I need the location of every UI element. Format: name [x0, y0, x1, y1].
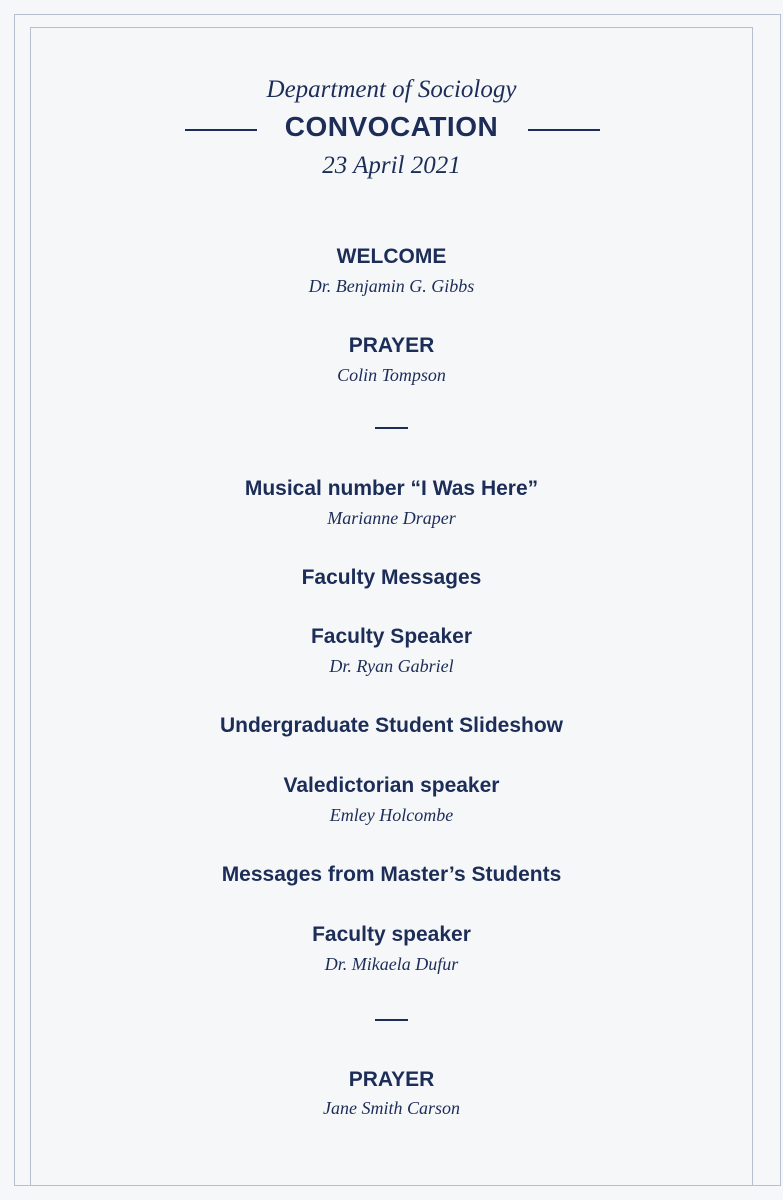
program-item-title: Undergraduate Student Slideshow: [219, 714, 564, 737]
program-item-name: Colin Tompson: [337, 365, 446, 385]
event-date: 23 April 2021: [322, 152, 461, 179]
department-name: Department of Sociology: [266, 76, 517, 103]
program-item-title: Faculty Speaker: [310, 625, 473, 648]
program-item-name: Dr. Ryan Gabriel: [329, 656, 454, 676]
title-rule-right: [528, 129, 600, 131]
page-title: CONVOCATION: [284, 111, 499, 142]
program-item-name: Dr. Mikaela Dufur: [324, 954, 459, 974]
program-item-title: PRAYER: [348, 334, 435, 357]
inner-border: [30, 27, 753, 1186]
program-item-title: Musical number “I Was Here”: [244, 477, 539, 500]
program-item-title: Valedictorian speaker: [283, 774, 500, 797]
program-item-title: Faculty Messages: [301, 566, 482, 589]
section-divider: [375, 1019, 408, 1021]
section-divider: [375, 427, 408, 429]
program-item-title: WELCOME: [336, 245, 447, 268]
program-item-title: Messages from Master’s Students: [221, 863, 562, 886]
program-item-name: Dr. Benjamin G. Gibbs: [308, 276, 475, 296]
program-item-title: PRAYER: [348, 1068, 435, 1091]
program-item-name: Emley Holcombe: [329, 805, 454, 825]
program-item-title: Faculty speaker: [312, 923, 471, 946]
program-item-name: Marianne Draper: [327, 508, 456, 528]
program-item-name: Jane Smith Carson: [323, 1098, 460, 1118]
